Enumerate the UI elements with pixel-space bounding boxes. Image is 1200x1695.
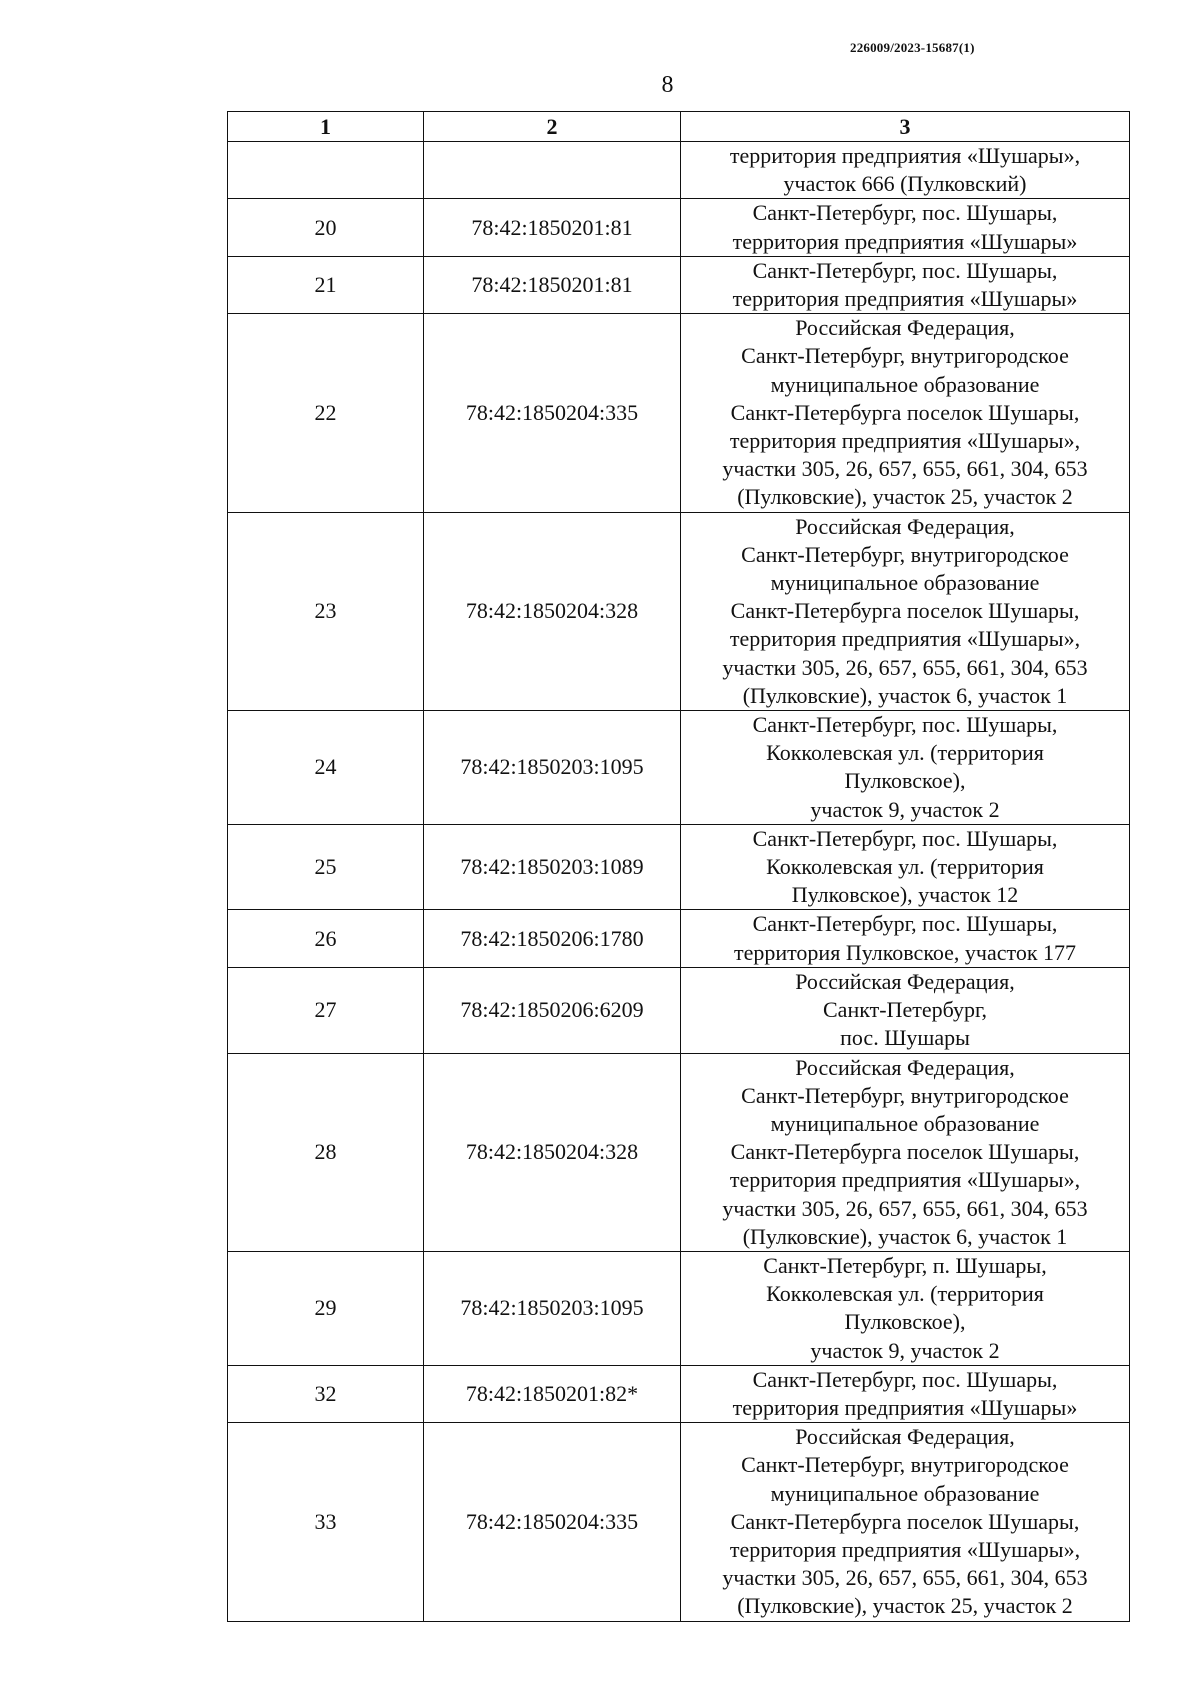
table-header-row <box>228 112 1130 142</box>
cadastral-number-cell: 78:42:1850203:1095 <box>424 711 681 825</box>
cadastral-number-cell: 78:42:1850203:1089 <box>424 824 681 910</box>
address-line: Санкт-Петербург, пос. Шушары, <box>752 1366 1058 1392</box>
row-number-cell: 24 <box>228 711 424 825</box>
cadastral-number-cell: 78:42:1850201:82* <box>424 1365 681 1422</box>
address-line: Санкт-Петербург, <box>823 997 987 1023</box>
row-number-cell: 27 <box>228 967 424 1053</box>
address-line: Кокколевская ул. (территория <box>766 740 1044 766</box>
address-line: Санкт-Петербурга поселок Шушары, <box>730 399 1080 425</box>
address-cell <box>681 824 1130 910</box>
address-line: муниципальное образование <box>770 371 1040 397</box>
cadastral-number-cell: 78:42:1850203:1095 <box>424 1251 681 1365</box>
table-row <box>228 967 1130 1053</box>
table-row <box>228 1251 1130 1365</box>
column-header-3: 3 <box>681 112 1130 142</box>
table-row <box>228 314 1130 512</box>
address-line: участки 305, 26, 657, 655, 661, 304, 653 <box>722 654 1088 680</box>
address-line: Санкт-Петербурга поселок Шушары, <box>730 598 1080 624</box>
table-row <box>228 512 1130 710</box>
address-line: территория предприятия «Шушары», <box>729 143 1081 168</box>
address-cell <box>681 1365 1130 1422</box>
address-line: Пулковское), <box>844 1309 966 1335</box>
table-row <box>228 256 1130 313</box>
address-line: участки 305, 26, 657, 655, 661, 304, 653 <box>722 456 1088 482</box>
address-line: Российская Федерация, <box>795 968 1015 994</box>
address-line: Пулковское), участок 12 <box>791 882 1019 908</box>
address-cell <box>681 256 1130 313</box>
address-line: муниципальное образование <box>770 1480 1040 1506</box>
address-line: территория предприятия «Шушары», <box>729 1536 1081 1562</box>
address-line: участок 666 (Пулковский) <box>783 171 1027 197</box>
address-line: Санкт-Петербург, пос. Шушары, <box>752 911 1058 937</box>
parcels-table <box>227 111 1130 1622</box>
table-row <box>228 199 1130 256</box>
row-number-cell: 25 <box>228 824 424 910</box>
table-body <box>228 142 1130 1622</box>
address-line: Российская Федерация, <box>795 1424 1015 1450</box>
address-line: территория предприятия «Шушары» <box>732 1394 1078 1420</box>
address-line: территория Пулковское, участок 177 <box>733 939 1077 965</box>
address-cell <box>681 314 1130 512</box>
address-line: Санкт-Петербург, внутригородское <box>741 1082 1069 1108</box>
address-line: Санкт-Петербург, внутригородское <box>741 1452 1069 1478</box>
address-cell <box>681 512 1130 710</box>
address-line: Российская Федерация, <box>795 1054 1015 1080</box>
cadastral-number-cell: 78:42:1850206:6209 <box>424 967 681 1053</box>
column-header-2: 2 <box>424 112 681 142</box>
row-number-cell: 32 <box>228 1365 424 1422</box>
row-number-cell: 33 <box>228 1423 424 1621</box>
document-id: 226009/2023-15687(1) <box>850 40 975 55</box>
table-row <box>228 910 1130 967</box>
address-line: территория предприятия «Шушары» <box>732 286 1078 312</box>
address-line: Российская Федерация, <box>795 315 1015 341</box>
address-line: участки 305, 26, 657, 655, 661, 304, 653 <box>722 1565 1088 1591</box>
table-row <box>228 1365 1130 1422</box>
table-row <box>228 711 1130 825</box>
row-number-cell: 22 <box>228 314 424 512</box>
address-line: территория предприятия «Шушары» <box>732 228 1078 254</box>
table-row <box>228 824 1130 910</box>
row-number-cell: 23 <box>228 512 424 710</box>
address-cell <box>681 1423 1130 1621</box>
cadastral-number-cell: 78:42:1850204:328 <box>424 1053 681 1251</box>
address-line: Санкт-Петербург, пос. Шушары, <box>752 200 1058 226</box>
table-row <box>228 1423 1130 1621</box>
cadastral-number-cell: 78:42:1850206:1780 <box>424 910 681 967</box>
table-row <box>228 1053 1130 1251</box>
address-line: Санкт-Петербург, внутригородское <box>741 343 1069 369</box>
address-line: Санкт-Петербург, пос. Шушары, <box>752 712 1058 738</box>
page-number: 8 <box>661 72 674 98</box>
address-line: Кокколевская ул. (территория <box>766 854 1044 880</box>
address-line: (Пулковские), участок 25, участок 2 <box>737 484 1073 510</box>
address-line: участок 9, участок 2 <box>810 1337 1000 1363</box>
address-line: Санкт-Петербурга поселок Шушары, <box>730 1508 1080 1534</box>
cadastral-number-cell <box>424 142 681 199</box>
address-line: (Пулковские), участок 6, участок 1 <box>742 682 1068 708</box>
address-line: муниципальное образование <box>770 1110 1040 1136</box>
address-line: пос. Шушары <box>840 1025 970 1051</box>
cadastral-number-cell: 78:42:1850201:81 <box>424 199 681 256</box>
table-row <box>228 142 1130 199</box>
address-line: Санкт-Петербург, пос. Шушары, <box>752 257 1058 283</box>
column-header-1: 1 <box>228 112 424 142</box>
cadastral-number-cell: 78:42:1850204:335 <box>424 1423 681 1621</box>
address-line: участки 305, 26, 657, 655, 661, 304, 653 <box>722 1195 1088 1221</box>
row-number-cell: 29 <box>228 1251 424 1365</box>
address-line: Российская Федерация, <box>795 513 1015 539</box>
address-line: (Пулковские), участок 25, участок 2 <box>737 1593 1073 1619</box>
address-line: Санкт-Петербург, внутригородское <box>741 541 1069 567</box>
address-cell <box>681 711 1130 825</box>
address-cell <box>681 142 1130 199</box>
address-line: участок 9, участок 2 <box>810 796 1000 822</box>
address-line: территория предприятия «Шушары», <box>729 1167 1081 1193</box>
address-line: территория предприятия «Шушары», <box>729 626 1081 652</box>
cadastral-number-cell: 78:42:1850204:328 <box>424 512 681 710</box>
address-line: Санкт-Петербург, пос. Шушары, <box>752 825 1058 851</box>
cadastral-number-cell: 78:42:1850201:81 <box>424 256 681 313</box>
row-number-cell: 26 <box>228 910 424 967</box>
address-cell <box>681 910 1130 967</box>
row-number-cell: 20 <box>228 199 424 256</box>
address-line: Санкт-Петербурга поселок Шушары, <box>730 1139 1080 1165</box>
address-line: Пулковское), <box>844 768 966 794</box>
row-number-cell <box>228 142 424 199</box>
address-line: (Пулковские), участок 6, участок 1 <box>742 1223 1068 1249</box>
address-line: муниципальное образование <box>770 570 1040 596</box>
address-line: Кокколевская ул. (территория <box>766 1281 1044 1307</box>
cadastral-number-cell: 78:42:1850204:335 <box>424 314 681 512</box>
address-cell <box>681 967 1130 1053</box>
address-line: территория предприятия «Шушары», <box>729 428 1081 454</box>
address-line: Санкт-Петербург, п. Шушары, <box>763 1252 1047 1278</box>
row-number-cell: 28 <box>228 1053 424 1251</box>
address-cell <box>681 199 1130 256</box>
row-number-cell: 21 <box>228 256 424 313</box>
address-cell <box>681 1053 1130 1251</box>
address-cell <box>681 1251 1130 1365</box>
